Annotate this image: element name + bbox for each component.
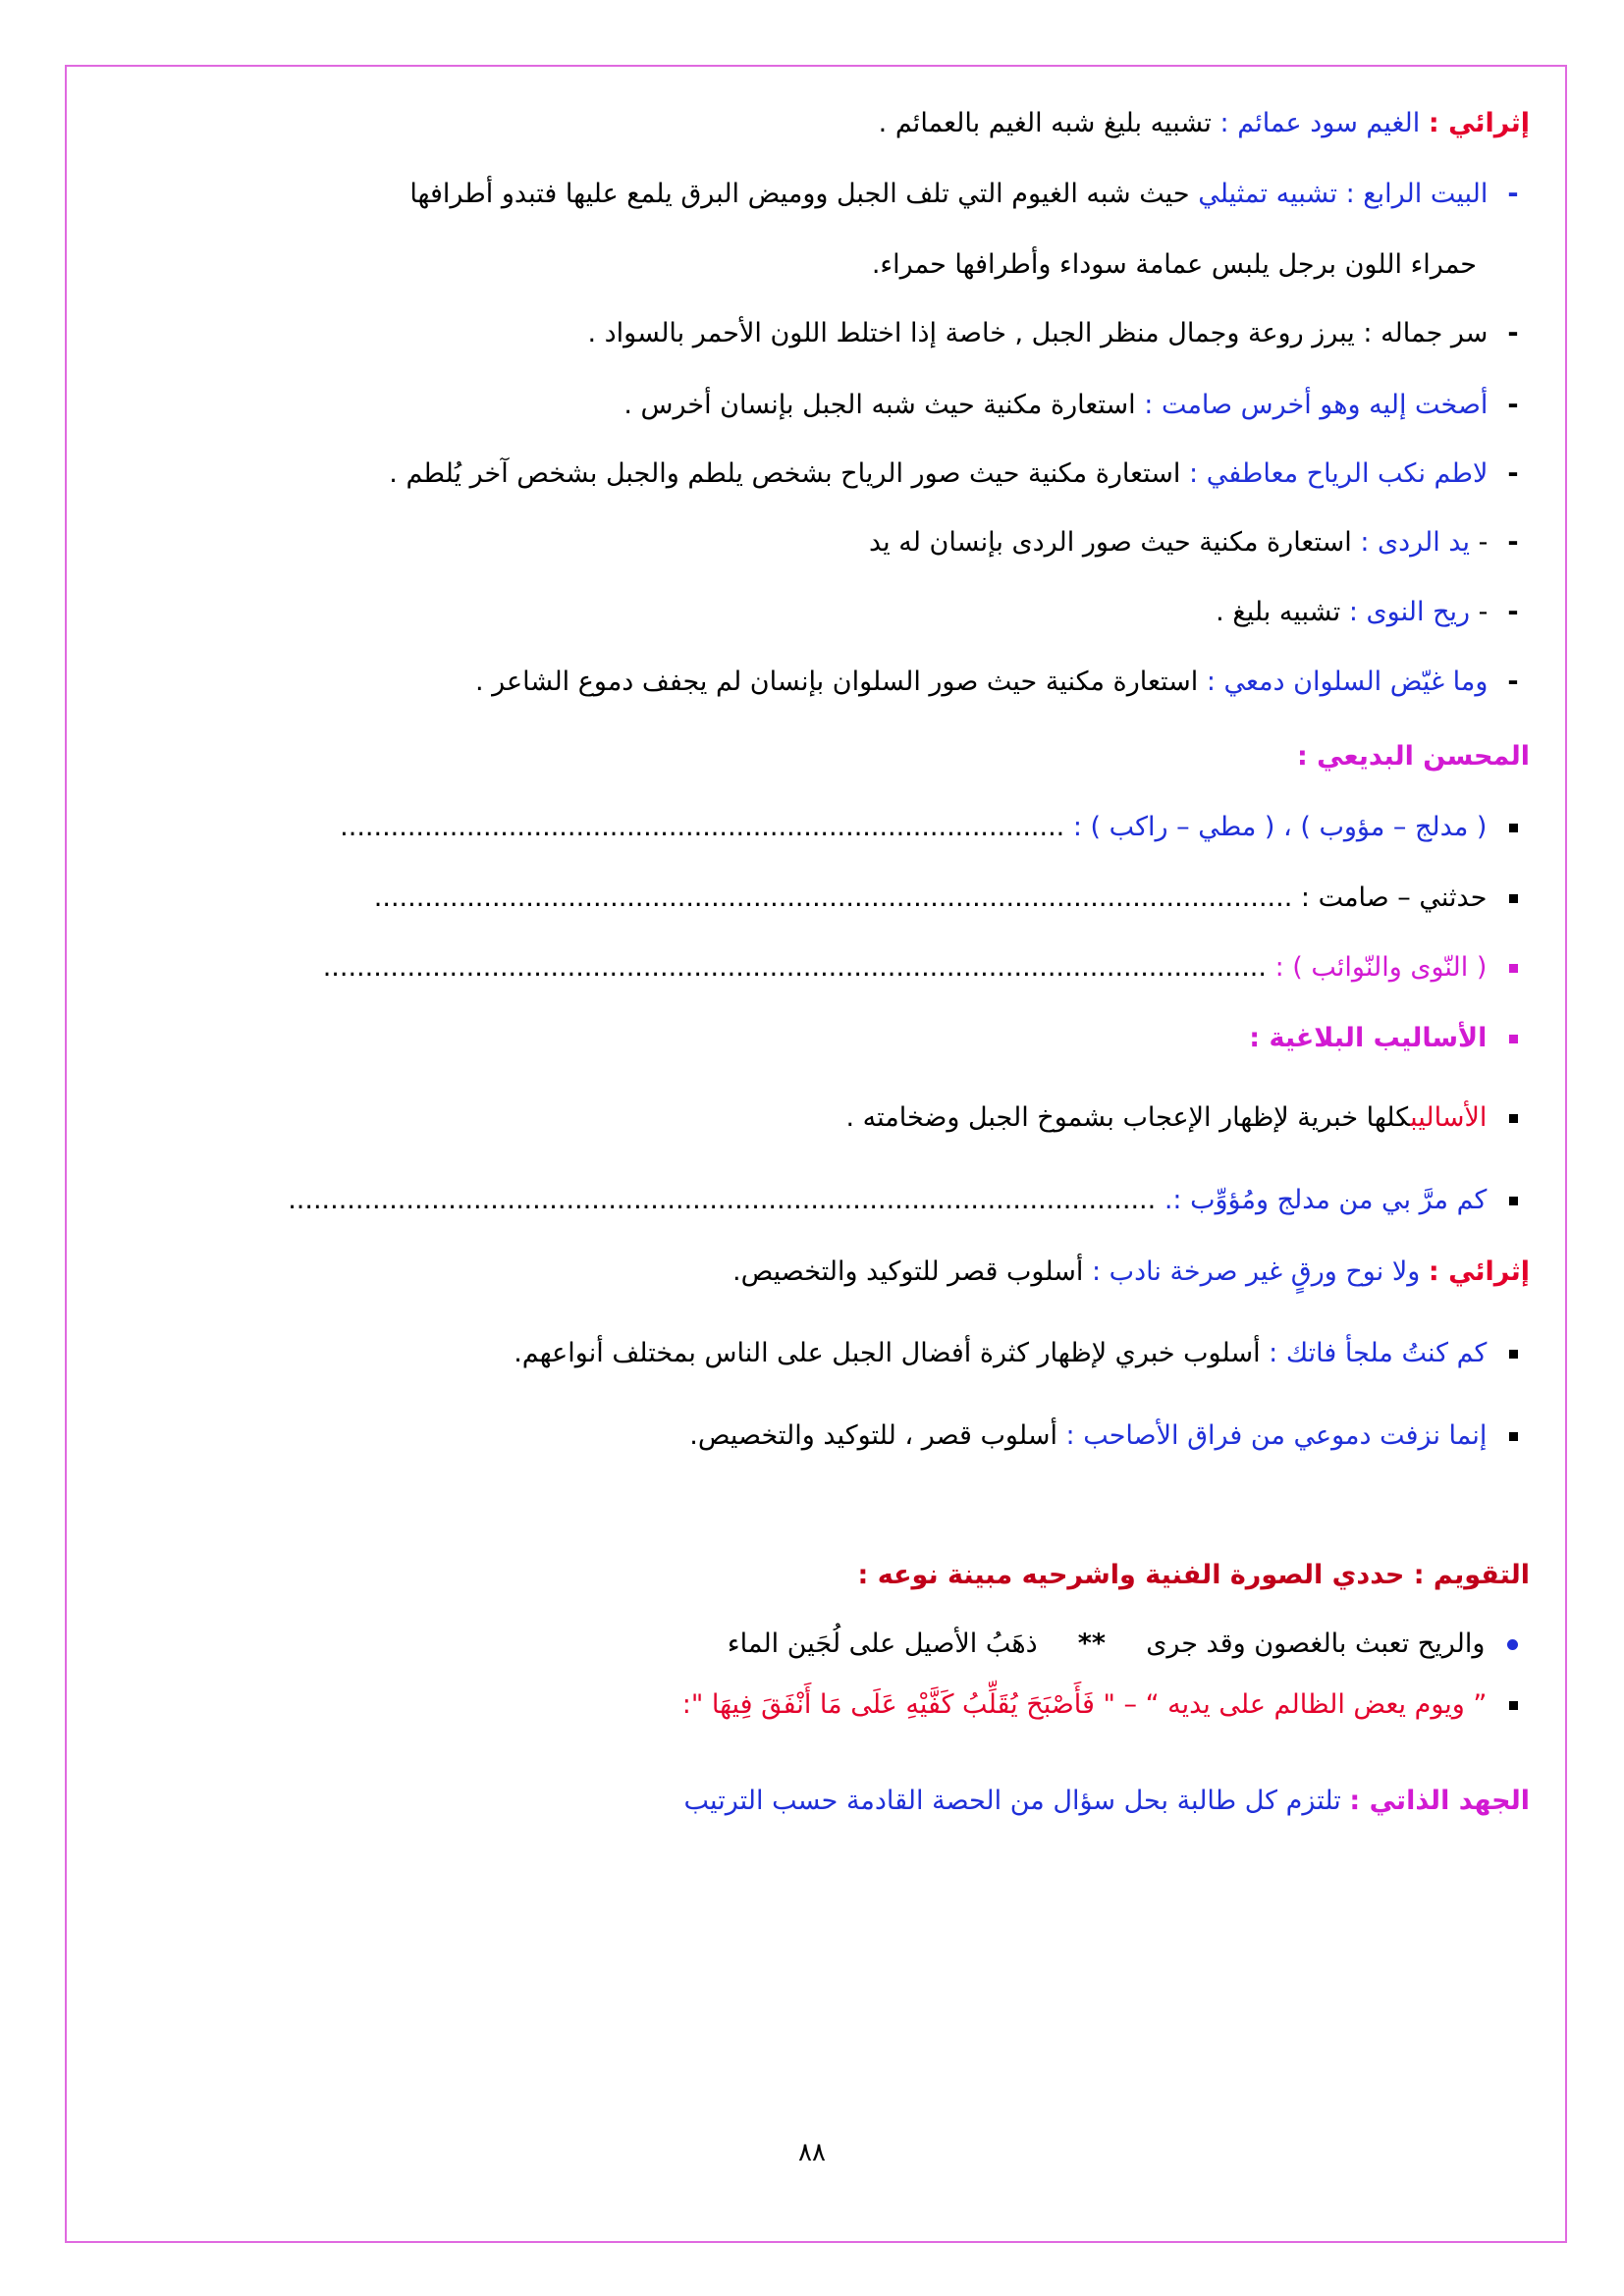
dash-bullet: -: [1507, 458, 1519, 489]
beauty-secret-line: - سر جماله : يبرز روعة وجمال منظر الجبل , خاصة إذا اختلط اللون الأحمر بالسواد .: [94, 314, 1530, 353]
styles-item-1: الأساليبكلها خبرية لإظهار الإعجاب بشموخ الجبل وضخامته .: [94, 1098, 1530, 1138]
badi-item-2: حدثني – صامت : .............................................................................................................: [94, 879, 1530, 918]
section-heading-badi: المحسن البديعي :: [1296, 741, 1530, 772]
square-bullet-icon: [1509, 1350, 1518, 1359]
dash-bullet: -: [1507, 318, 1519, 348]
round-bullet-icon: [1507, 1639, 1518, 1650]
square-bullet-icon: [1509, 824, 1518, 832]
evaluation-quote: ” ويوم يعض الظالم على يديه “ – " فَأَصْبَحَ يُقَلِّبُ كَفَّيْهِ عَلَى مَا أَنْفَقَ فِيهَا ":: [94, 1685, 1530, 1725]
page-number: ٨٨: [798, 2138, 826, 2167]
dash-bullet: -: [1507, 179, 1519, 209]
section-heading-styles: الأساليب البلاغية :: [94, 1019, 1530, 1058]
metaphor-line-1: - أصخت إليه وهو أخرس صامت : استعارة مكنية حيث شبه الجبل بإنسان أخرس .: [94, 386, 1530, 425]
square-bullet-icon: [1509, 964, 1518, 973]
badi-item-3: ( النّوى والنّوائب ) : ................................................................................................................: [94, 948, 1530, 988]
simile-line: - - ريح النوى : تشبيه بليغ .: [94, 593, 1530, 632]
enrichment-line-1: إثرائي : الغيم سود عمائم : تشبيه بليغ شبه الغيم بالعمائم .: [878, 108, 1530, 138]
evaluation-verse: والريح تعبث بالغصون وقد جرى ** ذهَبُ الأصيل على لُجَين الماء: [94, 1625, 1530, 1664]
self-effort-line: الجهد الذاتي : تلتزم كل طالبة بحل سؤال من الحصة القادمة حسب الترتيب: [683, 1786, 1530, 1816]
styles-item-4: إنما نزفت دموعي من فراق الأصاحب : أسلوب قصر ، للتوكيد والتخصيص.: [94, 1416, 1530, 1456]
metaphor-line-4: - وما غيّض السلوان دمعي : استعارة مكنية حيث صور السلوان بإنسان لم يجفف دموع الشاعر .: [94, 663, 1530, 702]
enrichment-line-2: إثرائي : ولا نوح ورقٍ غير صرخة نادب : أسلوب قصر للتوكيد والتخصيص.: [732, 1256, 1530, 1287]
badi-item-1: ( مدلج – مؤوب ) ، ( مطي – راكب ) : ......................................................................................: [94, 808, 1530, 847]
dash-bullet: -: [1507, 390, 1519, 420]
square-bullet-icon: [1509, 1114, 1518, 1123]
square-bullet-icon: [1509, 894, 1518, 903]
dash-bullet: -: [1507, 527, 1519, 558]
square-bullet-icon: [1509, 1035, 1518, 1043]
square-bullet-icon: [1509, 1432, 1518, 1441]
metaphor-line-3: - - يد الردى : استعارة مكنية حيث صور الردى بإنسان له يد: [94, 523, 1530, 562]
styles-item-2: كم مرَّ بي من مدلج ومُؤوِّب :. .......................................................................................................: [94, 1181, 1530, 1220]
dash-bullet: -: [1507, 597, 1519, 627]
evaluation-heading: التقويم : حددي الصورة الفنية واشرحيه مبينة نوعه :: [857, 1560, 1530, 1590]
enrichment-label: إثرائي :: [1428, 108, 1530, 138]
dash-bullet: -: [1507, 667, 1519, 697]
styles-item-3: كم كنتُ ملجأ فاتك : أسلوب خبري لإظهار كثرة أفضال الجبل على الناس بمختلف أنواعهم.: [94, 1334, 1530, 1373]
verse-four-continued: حمراء اللون برجل يلبس عمامة سوداء وأطرافها حمراء.: [871, 249, 1477, 280]
square-bullet-icon: [1509, 1197, 1518, 1205]
square-bullet-icon: [1509, 1701, 1518, 1710]
verse-four-line: - البيت الرابع : تشبيه تمثيلي حيث شبه الغيوم التي تلف الجبل ووميض البرق يلمع عليها فتبدو أطرافها: [94, 175, 1530, 214]
metaphor-line-2: - لاطم نكب الرياح معاطفي : استعارة مكنية حيث صور الرياح بشخص يلطم والجبل بشخص آخر يُلطم .: [94, 454, 1530, 494]
